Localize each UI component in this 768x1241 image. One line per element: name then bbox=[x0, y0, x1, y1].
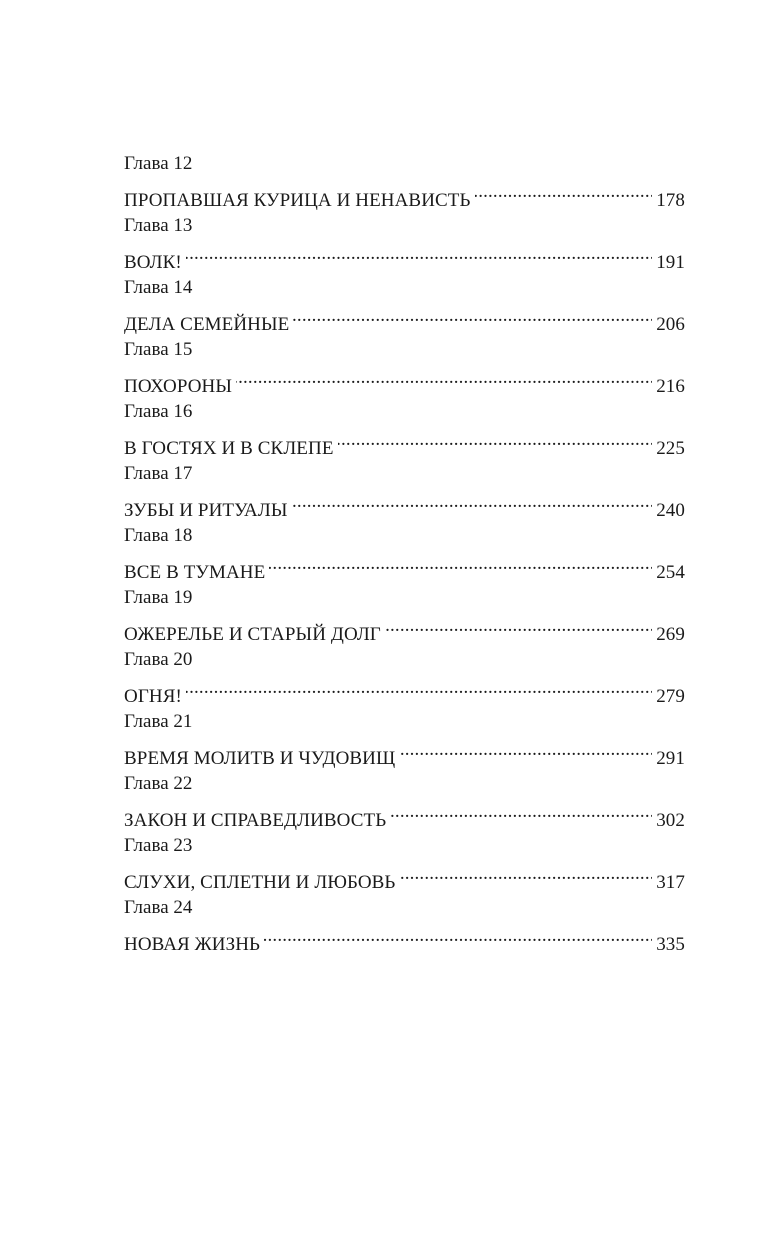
chapter-label: Глава 20 bbox=[124, 649, 193, 670]
table-of-contents bbox=[124, 150, 685, 956]
page-number: 254 bbox=[656, 562, 685, 583]
chapter-title: ДЕЛА СЕМЕЙНЫЕ bbox=[124, 314, 290, 335]
dot-leader bbox=[385, 612, 652, 640]
toc-entry bbox=[124, 832, 685, 894]
chapter-title: ПРОПАВШАЯ КУРИЦА И НЕНАВИСТЬ bbox=[124, 190, 471, 211]
page-number: 191 bbox=[656, 252, 685, 273]
page-number: 302 bbox=[656, 810, 685, 831]
toc-entry bbox=[124, 646, 685, 708]
toc-line bbox=[124, 860, 685, 893]
toc-line bbox=[124, 178, 685, 211]
page-number: 216 bbox=[656, 376, 685, 397]
dot-leader bbox=[293, 302, 652, 330]
page-number: 206 bbox=[656, 314, 685, 335]
chapter-label: Глава 17 bbox=[124, 463, 193, 484]
chapter-title: ЗАКОН И СПРАВЕДЛИВОСТЬ bbox=[124, 810, 387, 831]
toc-entry bbox=[124, 150, 685, 212]
chapter-label: Глава 22 bbox=[124, 773, 193, 794]
toc-line bbox=[124, 364, 685, 397]
toc-line bbox=[124, 426, 685, 459]
toc-entry bbox=[124, 584, 685, 646]
dot-leader bbox=[390, 798, 652, 826]
dot-leader bbox=[399, 860, 652, 888]
chapter-label: Глава 16 bbox=[124, 401, 193, 422]
toc-entry bbox=[124, 336, 685, 398]
chapter-label: Глава 23 bbox=[124, 835, 193, 856]
toc-entry bbox=[124, 460, 685, 522]
dot-leader bbox=[186, 674, 652, 702]
dot-leader bbox=[264, 922, 652, 950]
toc-line bbox=[124, 240, 685, 273]
chapter-label: Глава 18 bbox=[124, 525, 193, 546]
chapter-title: ВОЛК! bbox=[124, 252, 182, 273]
chapter-label: Глава 14 bbox=[124, 277, 193, 298]
dot-leader bbox=[475, 178, 653, 206]
chapter-title: В ГОСТЯХ И В СКЛЕПЕ bbox=[124, 438, 334, 459]
chapter-label: Глава 12 bbox=[124, 153, 193, 174]
toc-entry bbox=[124, 274, 685, 336]
page-number: 225 bbox=[656, 438, 685, 459]
page-number: 178 bbox=[656, 190, 685, 211]
chapter-label: Глава 19 bbox=[124, 587, 193, 608]
chapter-label: Глава 24 bbox=[124, 897, 193, 918]
toc-line bbox=[124, 488, 685, 521]
toc-line bbox=[124, 798, 685, 831]
toc-entry bbox=[124, 894, 685, 956]
dot-leader bbox=[186, 240, 652, 268]
dot-leader bbox=[338, 426, 653, 454]
chapter-title: ВРЕМЯ МОЛИТВ И ЧУДОВИЩ bbox=[124, 748, 396, 769]
page-number: 269 bbox=[656, 624, 685, 645]
toc-entry bbox=[124, 708, 685, 770]
dot-leader bbox=[269, 550, 652, 578]
toc-line bbox=[124, 674, 685, 707]
page-number: 279 bbox=[656, 686, 685, 707]
chapter-title: ОГНЯ! bbox=[124, 686, 182, 707]
page-number: 335 bbox=[656, 934, 685, 955]
chapter-label: Глава 13 bbox=[124, 215, 193, 236]
chapter-title: ВСЕ В ТУМАНЕ bbox=[124, 562, 266, 583]
chapter-title: НОВАЯ ЖИЗНЬ bbox=[124, 934, 261, 955]
chapter-title: ПОХОРОНЫ bbox=[124, 376, 233, 397]
toc-entry bbox=[124, 398, 685, 460]
toc-entry bbox=[124, 522, 685, 584]
page-number: 317 bbox=[656, 872, 685, 893]
toc-entry bbox=[124, 770, 685, 832]
chapter-title: СЛУХИ, СПЛЕТНИ И ЛЮБОВЬ bbox=[124, 872, 396, 893]
toc-line bbox=[124, 550, 685, 583]
page-number: 291 bbox=[656, 748, 685, 769]
chapter-title: ЗУБЫ И РИТУАЛЫ bbox=[124, 500, 288, 521]
dot-leader bbox=[292, 488, 653, 516]
page-number: 240 bbox=[656, 500, 685, 521]
chapter-title: ОЖЕРЕЛЬЕ И СТАРЫЙ ДОЛГ bbox=[124, 624, 381, 645]
toc-entry bbox=[124, 212, 685, 274]
toc-line bbox=[124, 302, 685, 335]
chapter-label: Глава 15 bbox=[124, 339, 193, 360]
toc-line bbox=[124, 612, 685, 645]
toc-line bbox=[124, 736, 685, 769]
chapter-label: Глава 21 bbox=[124, 711, 193, 732]
dot-leader bbox=[236, 364, 652, 392]
dot-leader bbox=[399, 736, 652, 764]
toc-line bbox=[124, 922, 685, 955]
